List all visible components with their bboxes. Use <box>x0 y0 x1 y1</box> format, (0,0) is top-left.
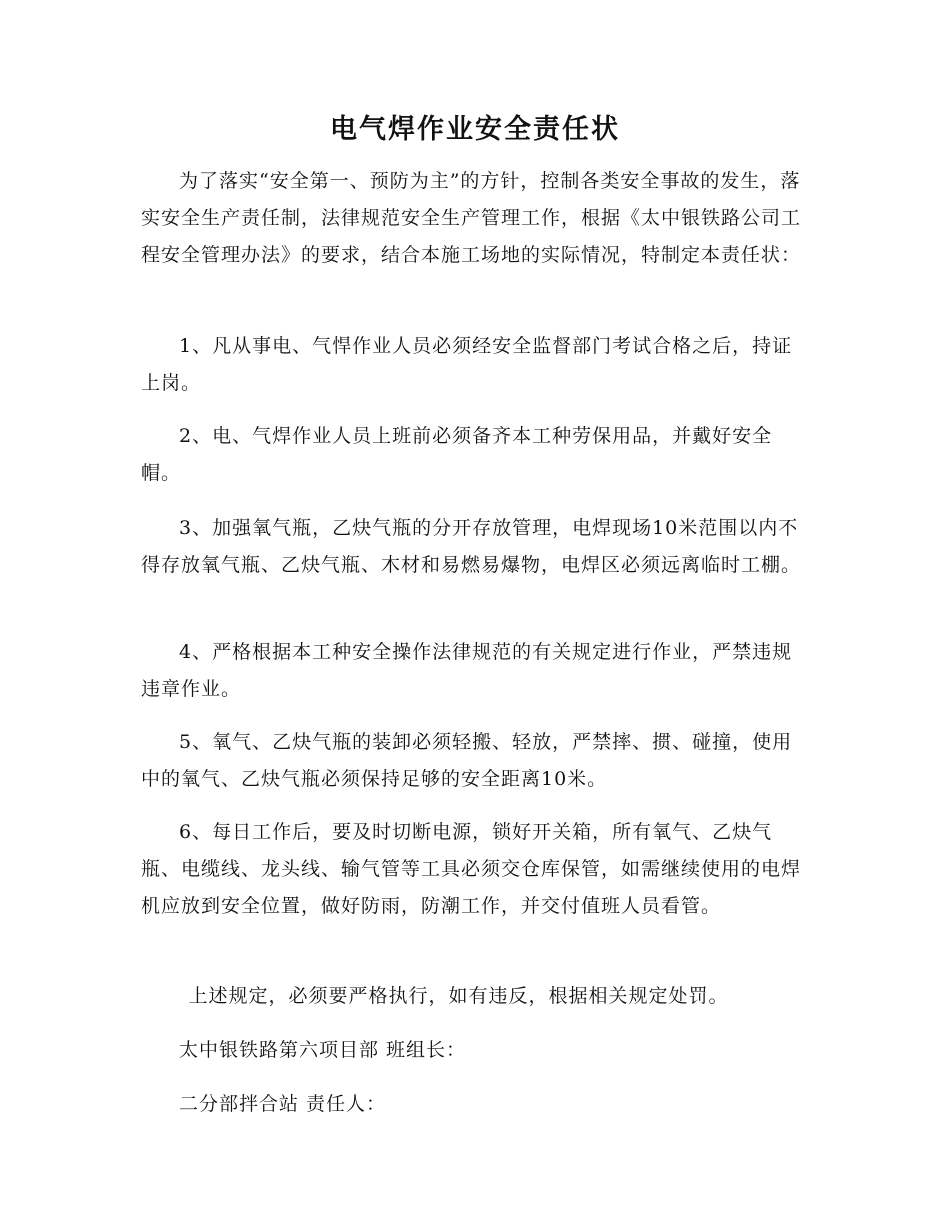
clause-5: 5、氧气、乙炔气瓶的装卸必须轻搬、轻放，严禁摔、掼、碰撞，使用中的氧气、乙炔气瓶必须保持足够的安全距离10米。 <box>141 731 793 790</box>
clause-1: 1、凡从事电、气悍作业人员必须经安全监督部门考试合格之后，持证上岗。 <box>141 335 793 394</box>
clause-3: 3、加强氧气瓶，乙炔气瓶的分开存放管理，电焊现场10米范围以内不得存放氧气瓶、乙炔气瓶、木材和易燃易爆物，电焊区必须远离临时工棚。 <box>141 517 802 576</box>
closing-statement: 上述规定，必须要严格执行，如有违反，根据相关规定处罚。 <box>188 985 729 1007</box>
document-title: 电气焊作业安全责任状 <box>330 114 620 145</box>
signature-team-leader: 太中银铁路第六项目部 班组长： <box>179 1039 467 1061</box>
clause-2: 2、电、气焊作业人员上班前必须备齐本工种劳保用品，并戴好安全帽。 <box>141 425 773 484</box>
intro-paragraph: 为了落实“安全第一、预防为主”的方针，控制各类安全事故的发生，落实安全生产责任制，法律规范安全生产管理工作，根据《太中银铁路公司工程安全管理办法》的要求，结合本施工场地的实际情况，特制定本责任状： <box>141 170 802 266</box>
clause-4: 4、严格根据本工种安全操作法律规范的有关规定进行作业，严禁违规违章作业。 <box>141 641 793 700</box>
clause-6: 6、每日工作后，要及时切断电源，锁好开关箱，所有氧气、乙炔气瓶、电缆线、龙头线、输气管等工具必须交仓库保管，如需继续使用的电焊机应放到安全位置，做好防雨，防潮工作，并交付值班人员看管。 <box>141 821 802 917</box>
signature-responsible-person: 二分部拌合站 责任人： <box>179 1093 387 1115</box>
